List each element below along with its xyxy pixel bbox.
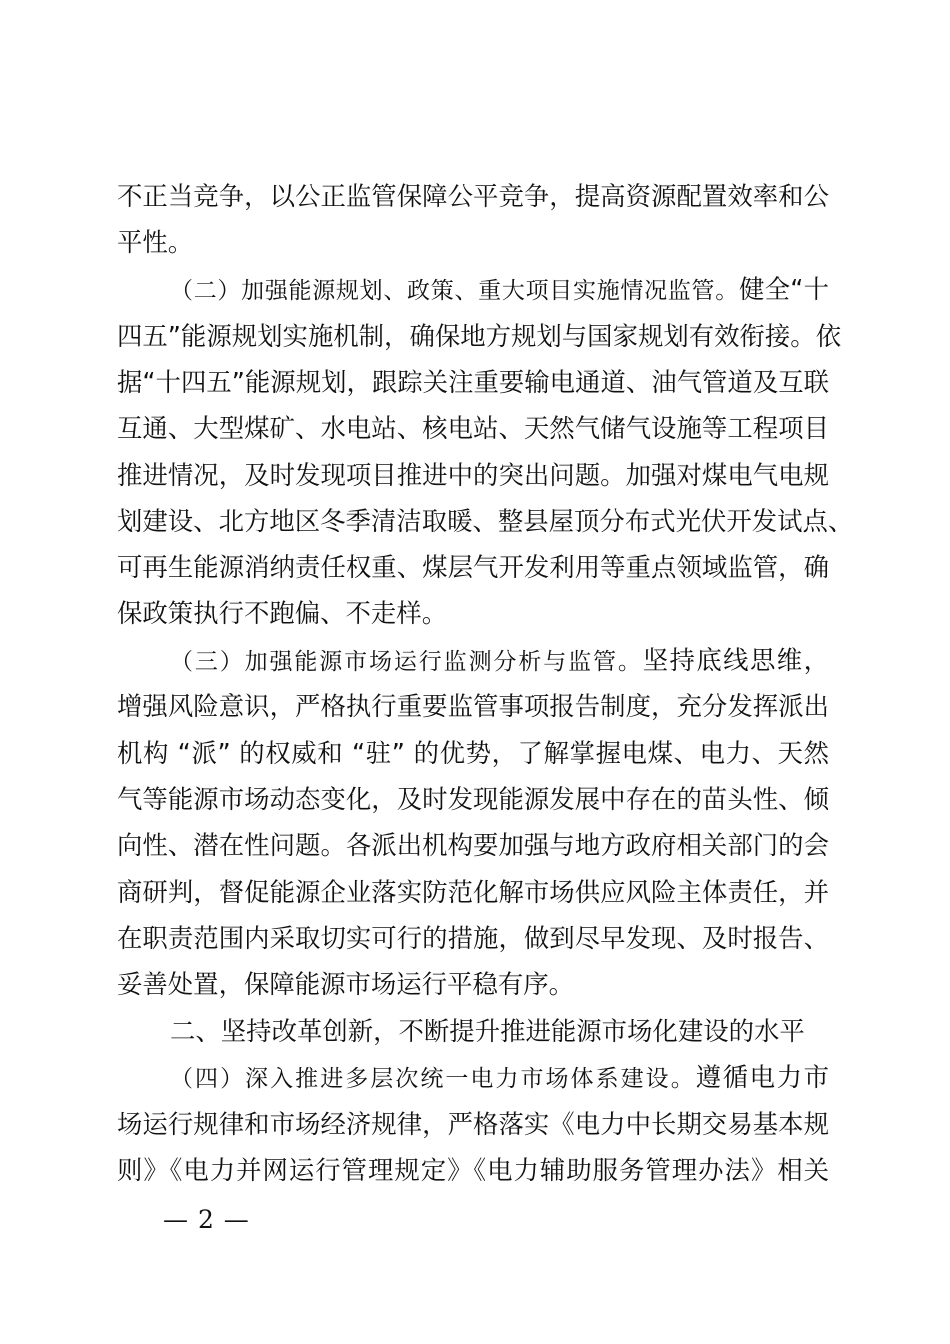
- body-text-line: 划建设、北方地区冬季清洁取暖、整县屋顶分布式光伏开发试点、: [117, 506, 854, 536]
- section-heading-line: （三）加强能源市场运行监测分析与监管。坚持底线思维，: [170, 645, 829, 675]
- body-text-line: 商研判，督促能源企业落实防范化解市场供应风险主体责任，并: [117, 877, 829, 907]
- body-text-line: 增强风险意识，严格执行重要监管事项报告制度，充分发挥派出: [117, 691, 829, 721]
- body-text-line: 向性、潜在性问题。各派出机构要加强与地方政府相关部门的会: [117, 830, 829, 860]
- body-text-line: 互通、大型煤矿、水电站、核电站、天然气储气设施等工程项目: [117, 413, 829, 443]
- body-text-line: 在职责范围内采取切实可行的措施，做到尽早发现、及时报告、: [117, 923, 829, 953]
- body-text-line: 推进情况，及时发现项目推进中的突出问题。加强对煤电气电规: [117, 460, 829, 490]
- subsection-heading: （二）加强能源规划、政策、重大项目实施情况监管。: [170, 278, 739, 304]
- body-text-line: 平性。: [117, 227, 194, 257]
- body-text-line: 气等能源市场动态变化，及时发现能源发展中存在的苗头性、倾: [117, 784, 829, 814]
- body-text-line: 机构 “派” 的权威和 “驻” 的优势，了解掌握电煤、电力、天然: [117, 738, 829, 768]
- section-heading-line: （二）加强能源规划、政策、重大项目实施情况监管。健全“十: [170, 274, 829, 304]
- body-text-line: 据“十四五”能源规划，跟踪关注重要输电通道、油气管道及互联: [117, 367, 829, 397]
- body-text-line: 可再生能源消纳责任权重、煤层气开发利用等重点领域监管，确: [117, 552, 829, 582]
- body-text-line: 场运行规律和市场经济规律，严格落实《电力中长期交易基本规: [117, 1109, 829, 1139]
- page-number: — 2 —: [163, 1205, 250, 1234]
- body-text-line: 四五”能源规划实施机制，确保地方规划与国家规划有效衔接。依: [117, 321, 842, 351]
- body-text-line: 妥善处置，保障能源市场运行平稳有序。: [117, 969, 575, 999]
- subsection-heading: （四）深入推进多层次统一电力市场体系建设。: [170, 1066, 696, 1092]
- section-title: 二、坚持改革创新，不断提升推进能源市场化建设的水平: [170, 1016, 805, 1046]
- section-heading-line: （四）深入推进多层次统一电力市场体系建设。遵循电力市: [170, 1062, 830, 1092]
- body-text-line: 不正当竞争，以公正监管保障公平竞争，提高资源配置效率和公: [117, 181, 829, 211]
- body-text-line: 保政策执行不跑偏、不走样。: [117, 598, 448, 628]
- subsection-heading: （三）加强能源市场运行监测分析与监管。: [170, 649, 643, 675]
- body-text-line: 则》《电力并网运行管理规定》《电力辅助服务管理办法》相关: [117, 1155, 829, 1185]
